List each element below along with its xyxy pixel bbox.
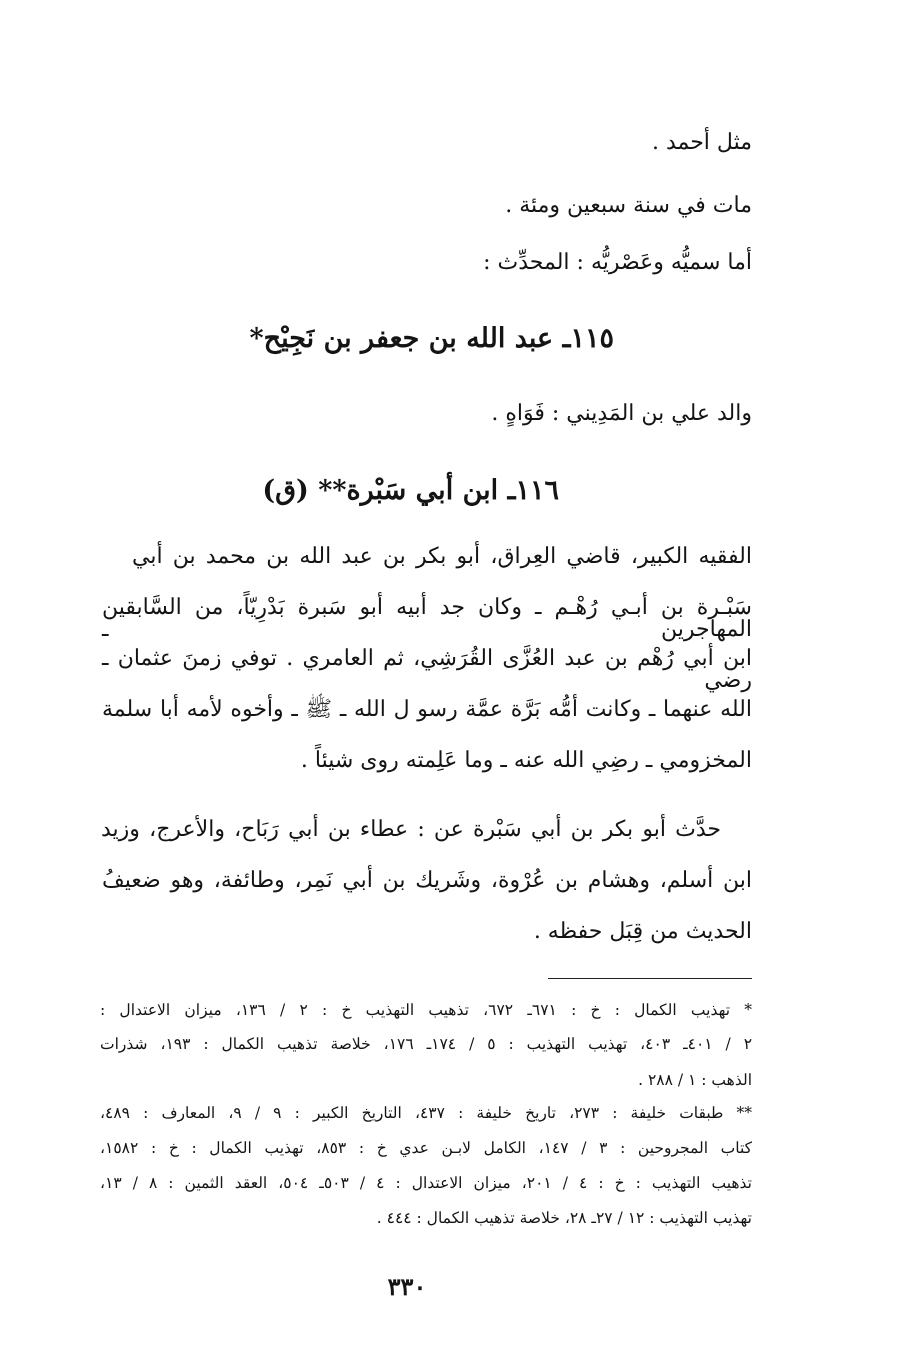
entry-115-heading: ١١٥ـ عبد الله بن جعفر بن نَجِيْح* xyxy=(249,323,614,354)
footnote-line: * تهذيب الكمال : خ : ٦٧١ـ ٦٧٢، تذهيب التهذيب خ : ٢ / ١٣٦، ميزان الاعتدال : xyxy=(100,1001,752,1019)
paragraph-line: المخزومي ـ رضِي الله عنه ـ وما عَلِمته روى شيئاً . xyxy=(300,748,752,773)
footnote-line: تذهيب التهذيب : خ : ٤ / ٢٠١، ميزان الاعتدال : ٤ / ٥٠٣ـ ٥٠٤، العقد الثمين : ٨ / ١٣، xyxy=(100,1174,752,1192)
footnote-line: ٢ / ٤٠١ـ ٤٠٣، تهذيب التهذيب : ٥ / ١٧٤ـ ١٧٦، خلاصة تذهيب الكمال : ١٩٣، شذرات xyxy=(100,1035,753,1053)
entry-115-text: والد علي بن المَدِيني : فَوَاهٍ . xyxy=(491,401,752,426)
paragraph-line: الفقيه الكبير، قاضي العِراق، أبو بكر بن عبد الله بن محمد بن أبي xyxy=(132,544,752,569)
text-line: مات في سنة سبعين ومئة . xyxy=(505,193,752,218)
text-line: مثل أحمد . xyxy=(651,130,752,155)
paragraph-line: الله عنهما ـ وكانت أمُّه بَرَّة عمَّة رسو ل الله ـ ﷺ ـ وأخوه لأمه أبا سلمة xyxy=(102,697,752,722)
footnote-separator xyxy=(548,978,752,979)
text-line: أما سميُّه وعَصْريُّه : المحدِّث : xyxy=(483,250,752,275)
paragraph-line: الحديث من قِبَل حفظه . xyxy=(533,919,752,944)
page-number: ٣٣٠ xyxy=(387,1272,427,1301)
paragraph-line: ابن أسلم، وهشام بن عُرْوة، وشَريك بن أبي نَمِر، وطائفة، وهو ضعيفُ xyxy=(102,868,752,893)
paragraph-line: سَبْـرة بن أبـي رُهْـم ـ وكان جد أبيه أبو سَبرة بَدْرِيّاً، من السَّابقين المهاجرين ـ xyxy=(102,595,752,642)
footnote-line: الذهب : ١ / ٢٨٨ . xyxy=(638,1071,752,1089)
entry-116-heading: ١١٦ـ ابن أبي سَبْرة** (ق) xyxy=(262,475,559,506)
footnote-line: كتاب المجروحين : ٣ / ١٤٧، الكامل لابـن عدي خ : ٨٥٣، تهذيب الكمال : خ : ١٥٨٢، xyxy=(100,1139,753,1157)
footnote-line: ** طبقات خليفة : ٢٧٣، تاريخ خليفة : ٤٣٧، التاريخ الكبير : ٩ / ٩، المعارف : ٤٨٩، xyxy=(100,1104,753,1122)
paragraph-line: ابن أبي رُهْم بن عبد العُزَّى القُرَشِي، ثم العامري . توفي زمنَ عثمان ـ رضي xyxy=(102,646,752,693)
paragraph-line: حدَّث أبو بكر بن أبي سَبْرة عن : عطاء بن أبي رَبَاح، والأعرج، وزيد xyxy=(101,817,721,842)
footnote-line: تهذيب التهذيب : ١٢ / ٢٧ـ ٢٨، خلاصة تذهيب الكمال : ٤٤٤ . xyxy=(376,1209,752,1227)
